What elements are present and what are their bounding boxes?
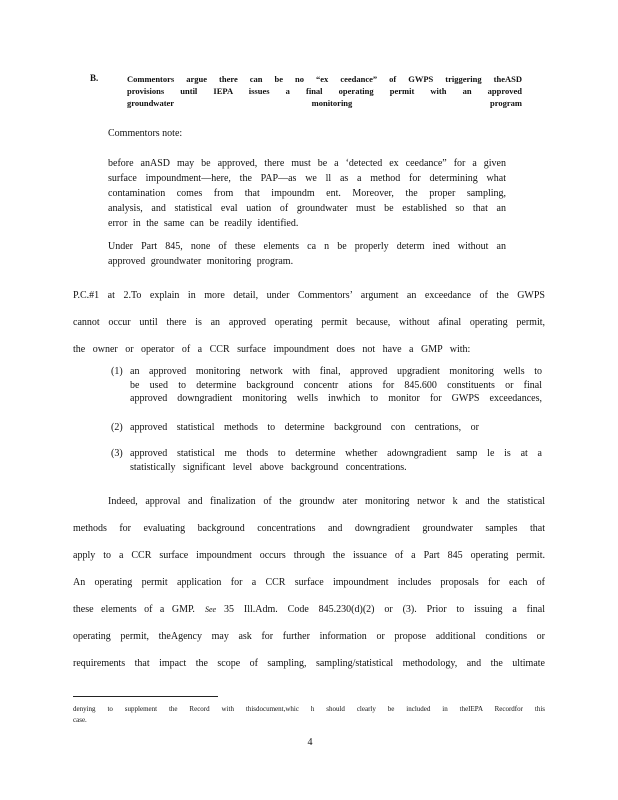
heading-line-1: Commentors argue there can be no “ex ceedance” of GWPS triggering theASD xyxy=(127,74,522,84)
page-number: 4 xyxy=(307,737,313,748)
list-item xyxy=(111,365,542,407)
quote-line: error in the same can be readily identified. xyxy=(108,218,299,229)
body-line: requirements that impact the scope of sampling, sampling/statistical methodology, and the ultimate xyxy=(73,658,545,669)
section-heading xyxy=(127,73,522,109)
quote-line: contamination comes from that impoundm ent. Moreover, the proper sampling, xyxy=(108,188,506,199)
heading-line-2: provisions until IEPA issues a final operating permit with an approved xyxy=(127,86,522,96)
list-item xyxy=(111,447,542,475)
quote-line: surface impoundment—here, the PAP—as we ll as a method for determining what xyxy=(108,173,506,184)
body-line: methods for evaluating background concentrations and downgradient groundwater samples that xyxy=(73,523,545,534)
quote-paragraph-2 xyxy=(108,239,506,269)
quote-line: approved groundwater monitoring program. xyxy=(108,256,294,267)
see-signal: See xyxy=(204,605,217,614)
list-line: an approved monitoring network with final, approved upgradient monitoring wells to xyxy=(130,366,542,377)
footnote xyxy=(73,704,545,726)
body-line: An operating permit application for a CCR surface impoundment includes proposals for each of xyxy=(73,577,545,588)
response-line: the owner or operator of a CCR surface impoundment does not have a GMP with: xyxy=(73,344,471,355)
section-letter: B. xyxy=(90,73,99,83)
list-number: (1) xyxy=(111,366,123,377)
response-paragraph xyxy=(73,282,545,363)
body-line: Indeed, approval and finalization of the groundw ater monitoring networ k and the statistical xyxy=(108,496,545,507)
body-line: apply to a CCR surface impoundment occurs through the issuance of a Part 845 operating permit. xyxy=(73,550,545,561)
citation-text: 35 Ill.Adm. Code 845.230(d)(2) or (3). Prior to issuing a final xyxy=(224,604,545,615)
response-line: cannot occur until there is an approved operating permit because, without afinal operating permit, xyxy=(73,317,545,328)
response-line: P.C.#1 at 2.To explain in more detail, under Commentors’ argument an exceedance of the GWPS xyxy=(73,290,545,301)
body-line: operating permit, theAgency may ask for further information or propose additional conditions or xyxy=(73,631,545,642)
list-number: (3) xyxy=(111,448,123,459)
body-line-citation xyxy=(73,596,545,623)
footnote-line: case. xyxy=(73,716,87,724)
quote-line: analysis, and statistical eval uation of groundwater must be established so that an xyxy=(108,203,506,214)
quote-line: before anASD may be approved, there must be a ‘detected ex ceedance” for a given xyxy=(108,158,506,169)
list-line: statistically significant level above background concentrations. xyxy=(130,461,407,473)
quote-line: Under Part 845, none of these elements ca n be properly determ ined without an xyxy=(108,241,506,252)
body-text: these elements of a GMP. xyxy=(73,604,195,615)
heading-line-3: groundwater monitoring program xyxy=(127,98,522,108)
footnote-line: denying to supplement the Record with thisdocument,whic h should clearly be included in theIEPA Recordfor this xyxy=(73,705,545,713)
footnote-rule xyxy=(73,696,218,697)
list-line: approved downgradient monitoring wells inwhich to monitor for GWPS exceedances, xyxy=(130,393,542,404)
list-line: approved statistical methods to determine background con centrations, or xyxy=(130,422,479,433)
list-line: approved statistical me thods to determine whether adowngradient samp le is at a xyxy=(130,448,542,459)
quote-intro: Commentors note: xyxy=(108,128,183,139)
list-line: be used to determine background concentr ations for 845.600 constituents or final xyxy=(130,379,542,391)
body-paragraph xyxy=(73,488,545,677)
list-number: (2) xyxy=(111,422,123,433)
quote-paragraph-1 xyxy=(108,156,506,231)
list-item xyxy=(111,421,542,436)
